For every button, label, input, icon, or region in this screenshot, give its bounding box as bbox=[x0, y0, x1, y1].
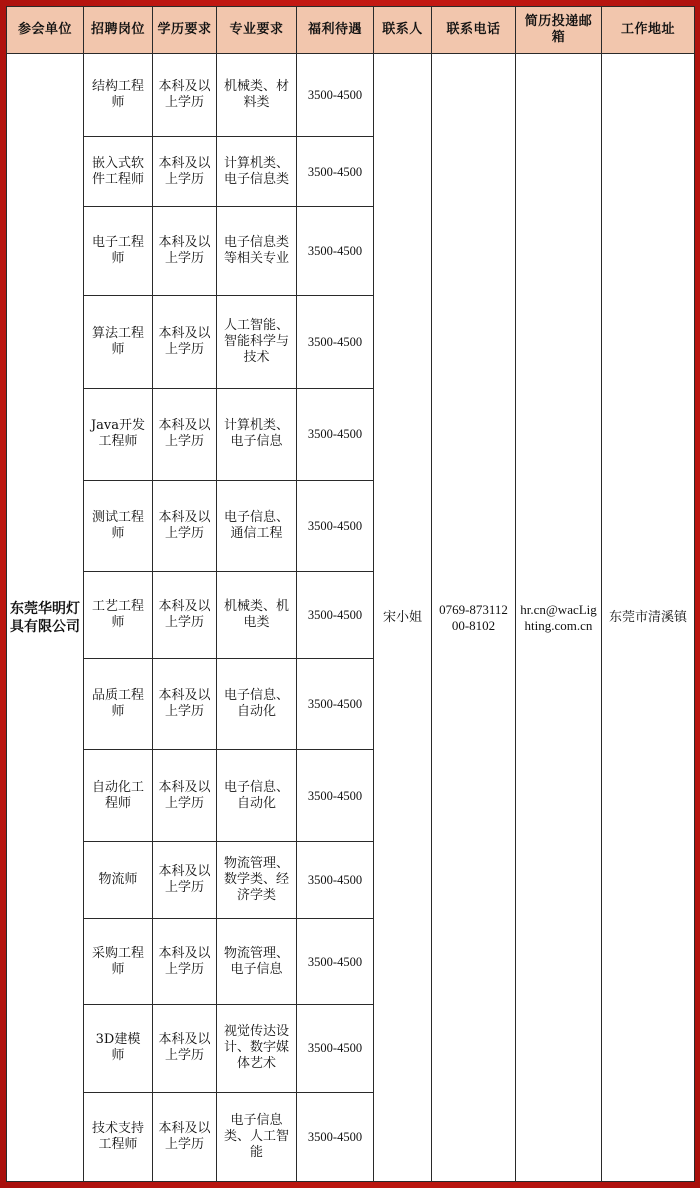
major-requirement: 电子信息、自动化 bbox=[217, 750, 297, 842]
header-major: 专业要求 bbox=[217, 7, 297, 54]
position-title: 测试工程师 bbox=[84, 480, 153, 571]
education-requirement: 本科及以上学历 bbox=[153, 1092, 217, 1181]
education-requirement: 本科及以上学历 bbox=[153, 207, 217, 296]
education-requirement: 本科及以上学历 bbox=[153, 480, 217, 571]
major-requirement: 视觉传达设计、数字媒体艺术 bbox=[217, 1004, 297, 1092]
contact-phone: 0769-87311200-8102 bbox=[432, 54, 516, 1182]
position-title: 算法工程师 bbox=[84, 296, 153, 388]
header-contact: 联系人 bbox=[374, 7, 432, 54]
major-requirement: 机械类、机电类 bbox=[217, 571, 297, 658]
major-requirement: 计算机类、电子信息 bbox=[217, 388, 297, 480]
header-position: 招聘岗位 bbox=[84, 7, 153, 54]
salary: 3500-4500 bbox=[297, 1004, 374, 1092]
major-requirement: 电子信息、自动化 bbox=[217, 659, 297, 750]
position-title: 结构工程师 bbox=[84, 54, 153, 137]
salary: 3500-4500 bbox=[297, 919, 374, 1004]
salary: 3500-4500 bbox=[297, 54, 374, 137]
recruitment-table bbox=[6, 6, 695, 1182]
position-title: 嵌入式软件工程师 bbox=[84, 137, 153, 207]
header-education: 学历要求 bbox=[153, 7, 217, 54]
education-requirement: 本科及以上学历 bbox=[153, 296, 217, 388]
major-requirement: 计算机类、电子信息类 bbox=[217, 137, 297, 207]
header-address: 工作地址 bbox=[602, 7, 695, 54]
position-title: 电子工程师 bbox=[84, 207, 153, 296]
education-requirement: 本科及以上学历 bbox=[153, 1004, 217, 1092]
position-title: 工艺工程师 bbox=[84, 571, 153, 658]
salary: 3500-4500 bbox=[297, 388, 374, 480]
major-requirement: 电子信息类等相关专业 bbox=[217, 207, 297, 296]
position-title: 采购工程师 bbox=[84, 919, 153, 1004]
education-requirement: 本科及以上学历 bbox=[153, 659, 217, 750]
salary: 3500-4500 bbox=[297, 659, 374, 750]
header-company: 参会单位 bbox=[7, 7, 84, 54]
resume-email: hr.cn@wacLighting.com.cn bbox=[516, 54, 602, 1182]
salary: 3500-4500 bbox=[297, 1092, 374, 1181]
position-title: 品质工程师 bbox=[84, 659, 153, 750]
recruitment-sheet bbox=[6, 6, 694, 1182]
education-requirement: 本科及以上学历 bbox=[153, 54, 217, 137]
position-title: Java开发工程师 bbox=[84, 388, 153, 480]
education-requirement: 本科及以上学历 bbox=[153, 571, 217, 658]
salary: 3500-4500 bbox=[297, 750, 374, 842]
header-phone: 联系电话 bbox=[432, 7, 516, 54]
major-requirement: 人工智能、智能科学与技术 bbox=[217, 296, 297, 388]
education-requirement: 本科及以上学历 bbox=[153, 137, 217, 207]
major-requirement: 电子信息、通信工程 bbox=[217, 480, 297, 571]
education-requirement: 本科及以上学历 bbox=[153, 842, 217, 919]
header-salary: 福利待遇 bbox=[297, 7, 374, 54]
major-requirement: 电子信息类、人工智能 bbox=[217, 1092, 297, 1181]
contact-person: 宋小姐 bbox=[374, 54, 432, 1182]
education-requirement: 本科及以上学历 bbox=[153, 388, 217, 480]
salary: 3500-4500 bbox=[297, 296, 374, 388]
major-requirement: 物流管理、电子信息 bbox=[217, 919, 297, 1004]
header-row bbox=[7, 7, 695, 54]
company-name: 东莞华明灯具有限公司 bbox=[7, 54, 84, 1182]
salary: 3500-4500 bbox=[297, 480, 374, 571]
position-title: 3D建模师 bbox=[84, 1004, 153, 1092]
table-row bbox=[7, 54, 695, 137]
salary: 3500-4500 bbox=[297, 207, 374, 296]
salary: 3500-4500 bbox=[297, 137, 374, 207]
salary: 3500-4500 bbox=[297, 571, 374, 658]
major-requirement: 物流管理、数学类、经济学类 bbox=[217, 842, 297, 919]
position-title: 物流师 bbox=[84, 842, 153, 919]
major-requirement: 机械类、材料类 bbox=[217, 54, 297, 137]
salary: 3500-4500 bbox=[297, 842, 374, 919]
work-address: 东莞市清溪镇 bbox=[602, 54, 695, 1182]
position-title: 技术支持工程师 bbox=[84, 1092, 153, 1181]
education-requirement: 本科及以上学历 bbox=[153, 919, 217, 1004]
education-requirement: 本科及以上学历 bbox=[153, 750, 217, 842]
header-email: 简历投递邮箱 bbox=[516, 7, 602, 54]
position-title: 自动化工程师 bbox=[84, 750, 153, 842]
